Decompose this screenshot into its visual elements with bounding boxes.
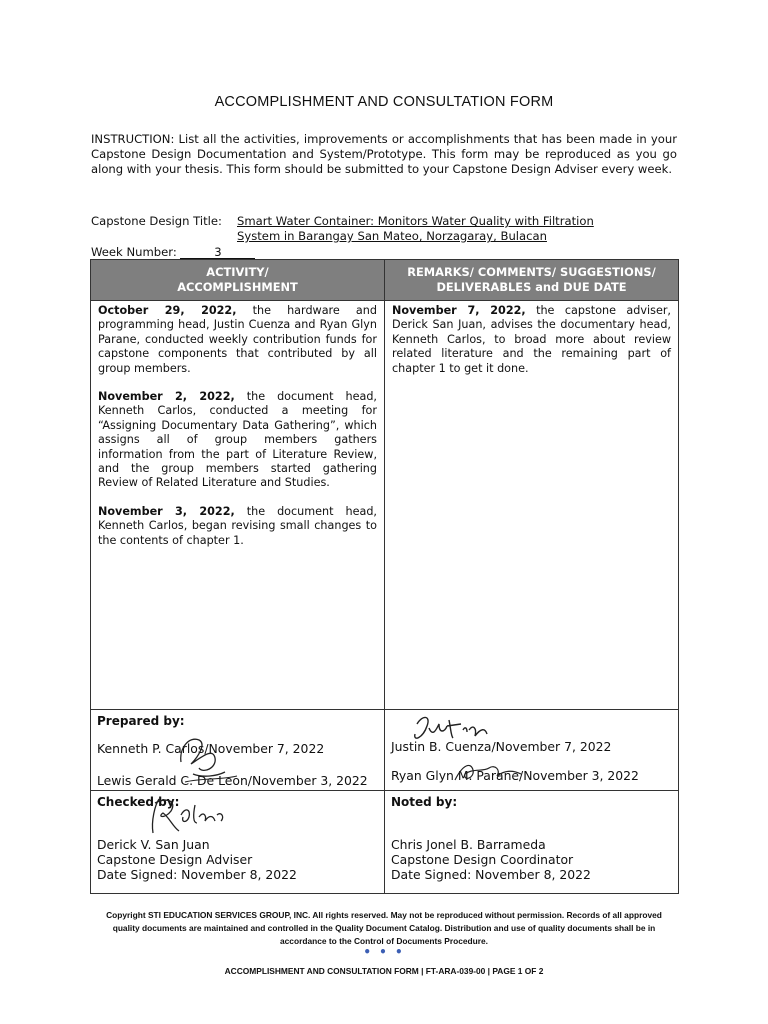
checker-name: Derick V. San Juan [97, 837, 210, 852]
activity-text: the document head, Kenneth Carlos, began revising small changes to the contents of chapter 1. [98, 504, 377, 547]
copyright-notice: Copyright STI EDUCATION SERVICES GROUP, INC. All rights reserved. May not be reproduced without permission. Records of all approved quality documents are maintained and controlled in the Quality Document Catalog. Distribution and use of quality documents shall be in accordance to the Control of Documents Procedure. [106, 910, 662, 946]
prepared-by-left [91, 710, 385, 791]
activity-entry [98, 304, 377, 376]
checked-by-cell [91, 791, 385, 894]
activity-date: October 29, 2022, [98, 304, 237, 317]
activity-date: November 2, 2022, [98, 390, 235, 404]
remarks-header [385, 260, 679, 301]
prepared-by-label: Prepared by: [97, 714, 185, 728]
week-number-value: 3 [180, 246, 255, 259]
checker-role: Capstone Design Adviser [97, 852, 253, 867]
remark-date: November 7, 2022, [392, 304, 526, 317]
activity-header-line1: ACTIVITY/ [206, 265, 269, 279]
activity-header-line2: ACCOMPLISHMENT [177, 280, 298, 294]
content-row [91, 301, 679, 710]
activity-entry [98, 505, 377, 548]
instruction-text: INSTRUCTION: List all the activities, improvements or accomplishments that has been made in your Capstone Design Documentation and System/Prototype. This form may be reproduced as you go along with your thesis. This form should be submitted to your Capstone Design Adviser every week. [91, 132, 677, 176]
capstone-title-label: Capstone Design Title: [91, 214, 222, 228]
approval-row [91, 791, 679, 894]
activity-date: November 3, 2022, [98, 504, 235, 518]
prepared-row [91, 710, 679, 791]
activity-header [91, 260, 385, 301]
week-number-field [91, 245, 255, 260]
remark-entry [392, 304, 671, 376]
preparer-kenneth: Kenneth P. Carlos/November 7, 2022 [97, 741, 325, 756]
capstone-title-line1: Smart Water Container: Monitors Water Quality with Filtration [237, 214, 594, 228]
preparer-ryan: Ryan Glyn M. Parane/November 3, 2022 [391, 768, 639, 783]
remarks-header-line2: DELIVERABLES and DUE DATE [436, 280, 627, 294]
noted-by-cell [385, 791, 679, 894]
checker-date: Date Signed: November 8, 2022 [97, 867, 297, 882]
noter-role: Capstone Design Coordinator [391, 852, 574, 867]
activity-cell [91, 301, 385, 710]
preparer-lewis: Lewis Gerald C. De Leon/November 3, 2022 [97, 773, 368, 788]
prepared-by-right [385, 710, 679, 791]
form-title: ACCOMPLISHMENT AND CONSULTATION FORM [214, 94, 554, 110]
noter-date: Date Signed: November 8, 2022 [391, 867, 591, 882]
remarks-header-line1: REMARKS/ COMMENTS/ SUGGESTIONS/ [407, 265, 656, 279]
footer-dots: • • • [363, 945, 405, 959]
preparer-justin: Justin B. Cuenza/November 7, 2022 [391, 739, 612, 754]
week-number-label: Week Number: [91, 245, 177, 259]
capstone-title-line2: System in Barangay San Mateo, Norzagaray, Bulacan [237, 229, 547, 243]
remark-text: the capstone adviser, Derick San Juan, advises the documentary head, Kenneth Carlos, to broad more about review related literature and the remaining part of chapter 1 to get it done. [392, 304, 671, 375]
noter-name: Chris Jonel B. Barrameda [391, 837, 546, 852]
table-header-row [91, 260, 679, 301]
noted-by-label: Noted by: [391, 795, 458, 809]
remarks-cell [385, 301, 679, 710]
document-id: ACCOMPLISHMENT AND CONSULTATION FORM | FT-ARA-039-00 | PAGE 1 OF 2 [224, 966, 544, 976]
activity-text: the document head, Kenneth Carlos, conducted a meeting for “Assigning Documentary Data Gathering”, which assigns all of group members gathers information from the part of Literature Review, and the group members started gathering Review of Related Literature and Studies. [98, 390, 377, 490]
accomplishment-table [90, 259, 679, 894]
activity-text: the hardware and programming head, Justin Cuenza and Ryan Glyn Parane, conducted weekly contribution funds for capstone components that contributed by all group members. [98, 304, 377, 375]
checked-by-label: Checked by: [97, 795, 180, 809]
activity-entry [98, 390, 377, 491]
